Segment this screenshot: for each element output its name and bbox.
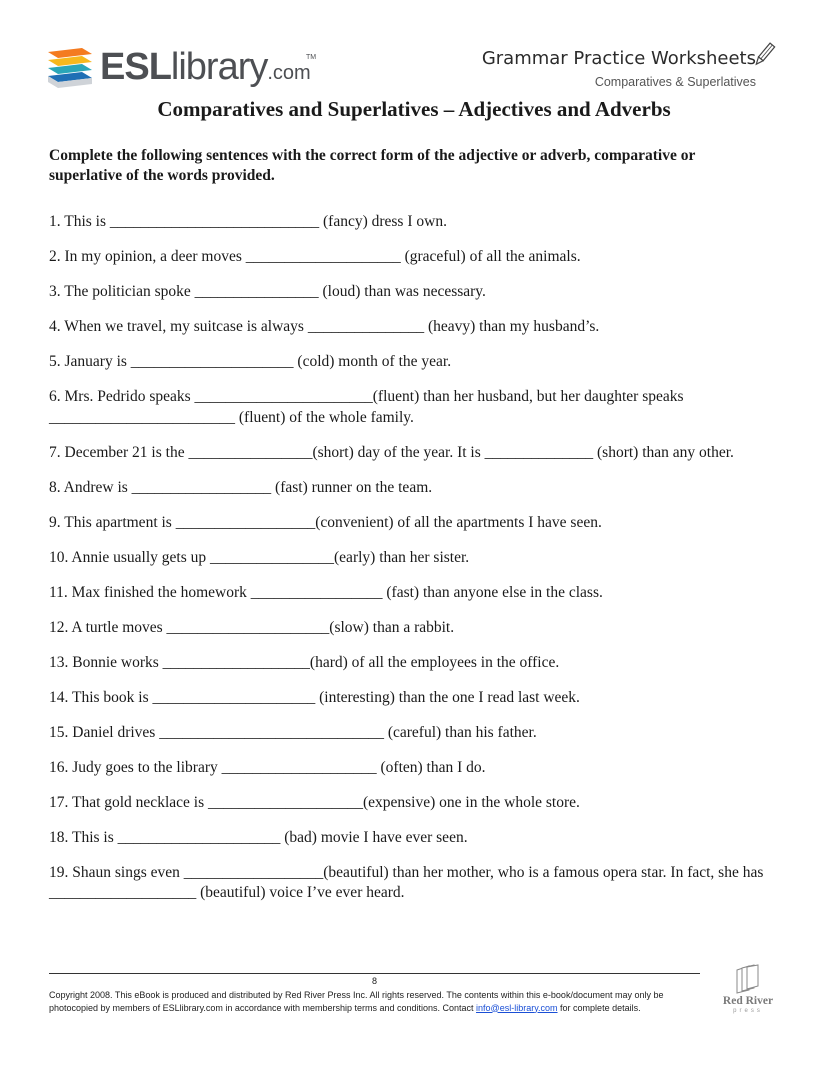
question-7: 7. December 21 is the ________________(short) day of the year. It is ______________ (short) than any other. — [49, 443, 734, 461]
footer-divider — [49, 973, 700, 974]
pencil-icon — [752, 42, 776, 68]
question-15: 15. Daniel drives _____________________________ (careful) than his father. — [49, 723, 537, 741]
copyright-notice — [49, 989, 709, 1014]
publisher-press: press — [733, 1008, 763, 1014]
question-13: 13. Bonnie works ___________________(hard) of all the employees in the office. — [49, 653, 560, 671]
question-19: 19. Shaun sings even __________________(beautiful) than her mother, who is a famous opera star. In fact, she has ___________________ (beautiful) voice I’ve ever heard. — [49, 863, 768, 901]
question-5: 5. January is _____________________ (cold) month of the year. — [49, 353, 452, 370]
logo-dotcom: .com — [267, 62, 311, 84]
series-subtitle: Comparatives & Superlatives — [594, 75, 756, 89]
stacked-books-icon — [46, 48, 94, 90]
page-title: Comparatives and Superlatives – Adjectives and Adverbs — [157, 97, 671, 121]
publisher-name: Red River — [722, 995, 774, 1007]
question-4: 4. When we travel, my suitcase is always _______________ (heavy) than my husband’s. — [49, 318, 600, 335]
copyright-text-end: for complete details. — [557, 1002, 641, 1013]
esl-library-logo — [46, 46, 317, 92]
page-number: 8 — [371, 976, 377, 986]
question-1: 1. This is ___________________________ (fancy) dress I own. — [49, 213, 447, 230]
question-11: 11. Max finished the homework _________________ (fast) than anyone else in the class. — [49, 583, 603, 601]
contact-email-link[interactable]: info@esl-library.com — [476, 1002, 558, 1013]
question-9: 9. This apartment is __________________(convenient) of all the apartments I have seen. — [49, 513, 602, 531]
logo-trademark: TM — [306, 54, 317, 61]
instructions: Complete the following sentences with the correct form of the adjective or adverb, comparative or superlative of the words provided. — [49, 147, 696, 184]
question-list — [49, 212, 775, 918]
question-18: 18. This is _____________________ (bad) movie I have ever seen. — [49, 828, 468, 846]
logo-library: library — [170, 46, 268, 88]
logo-wordmark — [100, 46, 311, 89]
red-river-press-logo — [720, 962, 776, 1020]
question-14: 14. This book is _____________________ (interesting) than the one I read last week. — [49, 688, 580, 706]
logo-esl: ESL — [100, 46, 171, 88]
copyright-text: Copyright 2008. This eBook is produced and distributed by Red River Press Inc. All rights reserved. The contents within this e-book/document may only be photocopied by members of ESLlibrary.com in accordance with membership terms and conditions. Contact — [49, 990, 664, 1013]
series-title: Grammar Practice Worksheets — [481, 48, 756, 69]
book-pages-icon — [734, 964, 760, 994]
question-3: 3. The politician spoke ________________ (loud) than was necessary. — [49, 283, 486, 300]
question-17: 17. That gold necklace is ____________________(expensive) one in the whole store. — [49, 793, 580, 811]
question-8: 8. Andrew is __________________ (fast) runner on the team. — [49, 478, 433, 496]
question-2: 2. In my opinion, a deer moves ____________________ (graceful) of all the animals. — [49, 248, 581, 265]
question-16: 16. Judy goes to the library ____________________ (often) than I do. — [49, 758, 486, 776]
question-10: 10. Annie usually gets up ________________(early) than her sister. — [49, 548, 470, 566]
question-6: 6. Mrs. Pedrido speaks _______________________(fluent) than her husband, but her daughter speaks ________________________ (fluent) of the whole family. — [49, 388, 688, 426]
question-12: 12. A turtle moves _____________________(slow) than a rabbit. — [49, 618, 455, 636]
